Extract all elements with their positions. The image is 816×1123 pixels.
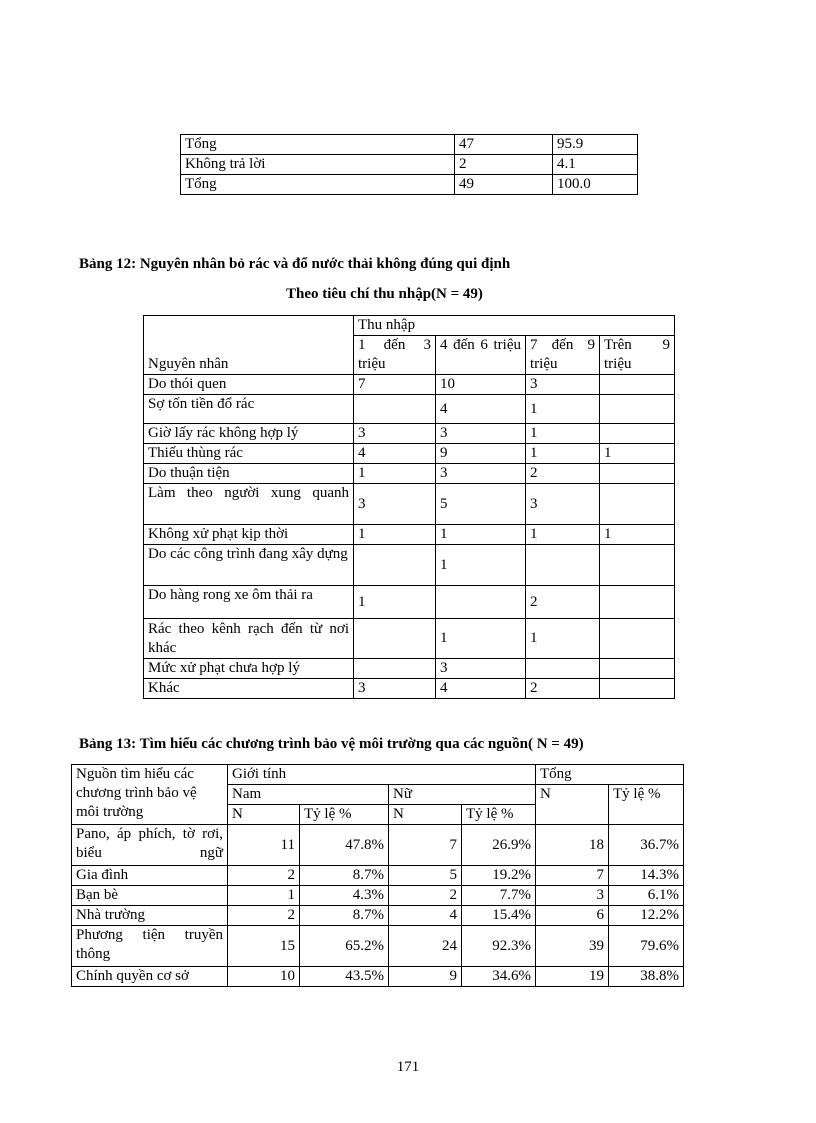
table-row — [181, 135, 638, 155]
value-cell: 7 — [389, 825, 462, 866]
reason-cell: Sợ tốn tiền đổ rác — [144, 395, 354, 424]
value-cell — [354, 395, 436, 424]
source-cell: Gia đình — [72, 866, 228, 886]
value-cell — [600, 679, 675, 699]
value-cell: 4.3% — [300, 886, 389, 906]
value-cell: 65.2% — [300, 926, 389, 967]
gender-header: Giới tính — [228, 765, 536, 785]
table-row — [144, 586, 675, 619]
pct-header: Tỷ lệ % — [300, 805, 389, 825]
percent-cell: 95.9 — [553, 135, 638, 155]
n-header: N — [228, 805, 300, 825]
table-row — [72, 866, 684, 886]
value-cell: 1 — [354, 464, 436, 484]
value-cell: 38.8% — [609, 967, 684, 987]
value-cell: 1 — [526, 424, 600, 444]
female-header: Nữ — [389, 785, 536, 805]
value-cell: 1 — [526, 525, 600, 545]
value-cell: 8.7% — [300, 906, 389, 926]
value-cell: 3 — [354, 484, 436, 525]
value-cell: 24 — [389, 926, 462, 967]
value-cell: 1 — [436, 525, 526, 545]
value-cell: 4 — [436, 395, 526, 424]
row-label: Tổng — [181, 135, 455, 155]
value-cell: 1 — [354, 586, 436, 619]
value-cell: 15.4% — [462, 906, 536, 926]
value-cell: 3 — [536, 886, 609, 906]
value-cell: 7.7% — [462, 886, 536, 906]
n-header: N — [536, 785, 609, 825]
pct-header: Tỷ lệ % — [462, 805, 536, 825]
source-cell: Nhà trường — [72, 906, 228, 926]
value-cell: 2 — [228, 866, 300, 886]
table-row — [72, 906, 684, 926]
value-cell — [354, 659, 436, 679]
income-column-header: Trên 9 triệu — [600, 336, 675, 375]
table-row — [144, 679, 675, 699]
table-row — [72, 825, 684, 866]
value-cell — [600, 659, 675, 679]
source-header: Nguồn tìm hiểu các chương trình bảo vệ môi trường — [72, 765, 228, 825]
income-column-header: 7 đến 9 triệu — [526, 336, 600, 375]
income-group-header: Thu nhập — [354, 316, 675, 336]
value-cell — [600, 586, 675, 619]
table12-caption: Bảng 12: Nguyên nhân bỏ rác và đổ nước thải không đúng qui định — [79, 256, 511, 272]
value-cell: 19 — [536, 967, 609, 987]
table-row — [72, 926, 684, 967]
value-cell: 36.7% — [609, 825, 684, 866]
value-cell: 6 — [536, 906, 609, 926]
value-cell: 7 — [354, 375, 436, 395]
value-cell: 11 — [228, 825, 300, 866]
value-cell: 3 — [526, 375, 600, 395]
value-cell: 2 — [526, 679, 600, 699]
page-number: 171 — [396, 1059, 420, 1075]
value-cell: 4 — [354, 444, 436, 464]
table-row — [72, 886, 684, 906]
table-row — [144, 444, 675, 464]
value-cell: 9 — [436, 444, 526, 464]
value-cell: 3 — [354, 424, 436, 444]
value-cell: 3 — [436, 464, 526, 484]
value-cell: 10 — [436, 375, 526, 395]
table-row — [144, 619, 675, 659]
table-row — [181, 155, 638, 175]
value-cell — [354, 619, 436, 659]
source-cell: Chính quyền cơ sở — [72, 967, 228, 987]
row-label: Không trả lời — [181, 155, 455, 175]
value-cell: 1 — [436, 619, 526, 659]
value-cell: 18 — [536, 825, 609, 866]
table-row — [144, 545, 675, 586]
value-cell: 1 — [600, 525, 675, 545]
table-row — [144, 659, 675, 679]
reason-cell: Không xử phạt kịp thời — [144, 525, 354, 545]
pct-header: Tỷ lệ % — [609, 785, 684, 825]
table-row — [144, 464, 675, 484]
value-cell: 34.6% — [462, 967, 536, 987]
value-cell: 79.6% — [609, 926, 684, 967]
source-cell: Bạn bè — [72, 886, 228, 906]
count-cell: 47 — [455, 135, 553, 155]
value-cell: 2 — [389, 886, 462, 906]
reason-cell: Thiếu thùng rác — [144, 444, 354, 464]
reason-cell: Mức xử phạt chưa hợp lý — [144, 659, 354, 679]
value-cell: 1 — [526, 444, 600, 464]
value-cell — [600, 395, 675, 424]
row-label: Tổng — [181, 175, 455, 195]
total-header: Tổng — [536, 765, 684, 785]
reason-cell: Giờ lấy rác không hợp lý — [144, 424, 354, 444]
value-cell: 1 — [228, 886, 300, 906]
table-row — [144, 484, 675, 525]
value-cell: 1 — [436, 545, 526, 586]
header-row — [144, 316, 675, 336]
value-cell: 1 — [526, 395, 600, 424]
value-cell — [600, 375, 675, 395]
value-cell — [354, 545, 436, 586]
table13-caption: Bảng 13: Tìm hiểu các chương trình bảo vệ môi trường qua các nguồn( N = 49) — [79, 736, 584, 752]
value-cell: 1 — [600, 444, 675, 464]
reason-cell: Làm theo người xung quanh — [144, 484, 354, 525]
percent-cell: 4.1 — [553, 155, 638, 175]
table-row — [72, 967, 684, 987]
income-column-header: 4 đến 6 triệu — [436, 336, 526, 375]
table-row — [144, 424, 675, 444]
reason-cell: Khác — [144, 679, 354, 699]
count-cell: 49 — [455, 175, 553, 195]
value-cell: 3 — [526, 484, 600, 525]
value-cell — [600, 619, 675, 659]
value-cell: 47.8% — [300, 825, 389, 866]
sources-table — [71, 764, 684, 987]
value-cell: 2 — [526, 586, 600, 619]
value-cell: 6.1% — [609, 886, 684, 906]
value-cell: 2 — [228, 906, 300, 926]
value-cell: 10 — [228, 967, 300, 987]
value-cell — [600, 464, 675, 484]
value-cell: 39 — [536, 926, 609, 967]
source-cell: Phương tiện truyền thông — [72, 926, 228, 967]
value-cell: 7 — [536, 866, 609, 886]
reason-cell: Do thói quen — [144, 375, 354, 395]
value-cell: 5 — [436, 484, 526, 525]
reason-cell: Do hàng rong xe ôm thải ra — [144, 586, 354, 619]
value-cell: 92.3% — [462, 926, 536, 967]
income-reasons-table — [143, 315, 675, 699]
value-cell: 19.2% — [462, 866, 536, 886]
table-row — [144, 525, 675, 545]
value-cell: 4 — [389, 906, 462, 926]
value-cell — [526, 659, 600, 679]
count-cell: 2 — [455, 155, 553, 175]
reason-header: Nguyên nhân — [144, 316, 354, 375]
value-cell: 2 — [526, 464, 600, 484]
value-cell: 3 — [354, 679, 436, 699]
value-cell: 12.2% — [609, 906, 684, 926]
summary-table — [180, 134, 638, 195]
value-cell: 1 — [354, 525, 436, 545]
reason-cell: Do các công trình đang xây dựng — [144, 545, 354, 586]
income-column-header: 1 đến 3 triệu — [354, 336, 436, 375]
value-cell — [526, 545, 600, 586]
value-cell: 4 — [436, 679, 526, 699]
value-cell — [600, 484, 675, 525]
value-cell: 3 — [436, 424, 526, 444]
value-cell: 1 — [526, 619, 600, 659]
value-cell — [600, 424, 675, 444]
value-cell: 15 — [228, 926, 300, 967]
value-cell: 5 — [389, 866, 462, 886]
value-cell — [436, 586, 526, 619]
n-header: N — [389, 805, 462, 825]
table-row — [181, 175, 638, 195]
reason-cell: Do thuận tiện — [144, 464, 354, 484]
table12-subcaption: Theo tiêu chí thu nhập(N = 49) — [286, 286, 483, 302]
male-header: Nam — [228, 785, 389, 805]
reason-cell: Rác theo kênh rạch đến từ nơi khác — [144, 619, 354, 659]
source-cell: Pano, áp phích, tờ rơi, biểu ngữ — [72, 825, 228, 866]
value-cell: 26.9% — [462, 825, 536, 866]
value-cell: 3 — [436, 659, 526, 679]
value-cell: 9 — [389, 967, 462, 987]
value-cell: 14.3% — [609, 866, 684, 886]
percent-cell: 100.0 — [553, 175, 638, 195]
table-row — [144, 395, 675, 424]
value-cell: 8.7% — [300, 866, 389, 886]
value-cell — [600, 545, 675, 586]
value-cell: 43.5% — [300, 967, 389, 987]
header-row — [72, 765, 684, 785]
table-row — [144, 375, 675, 395]
